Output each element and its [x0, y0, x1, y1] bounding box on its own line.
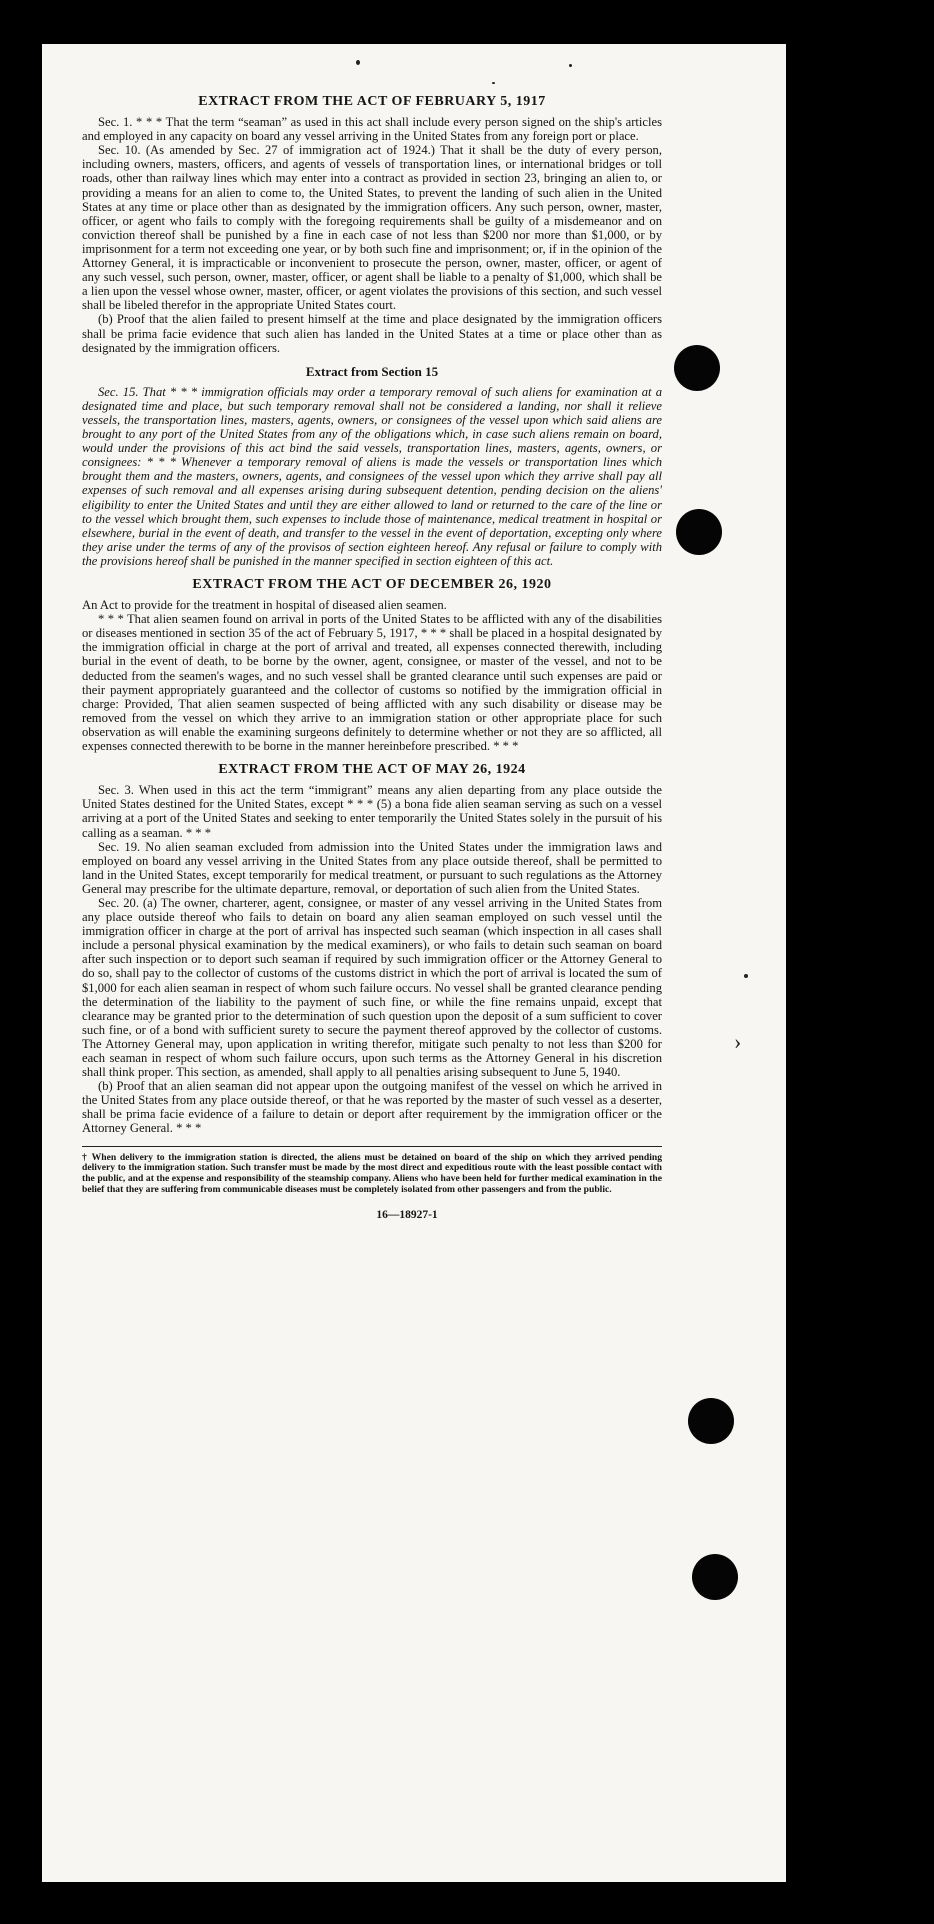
sec-20-text: Sec. 20. (a) The owner, charterer, agent, consignee, or master of any vessel arriving in the United States from any place outside thereof who fails to detain on board any alien seaman employed on such vessel until the immigration officer in charge at the port of arrival has inspected such seaman (which inspection in all cases shall include a personal physical examination by the medical examiners), or who fails to detain such seaman on board after such inspection or to deport such seaman if required by such immigration officer or the Attorney General to do so, shall pay to the collector of customs of the customs district in which the port of arrival is located the sum of $1,000 for each alien seaman in respect of whom such failure occurs. No vessel shall be granted clearance pending the determination of the liability to the payment of such fine, or while the fine remains unpaid, except that clearance may be granted prior to the determination of such question upon the deposit of a sum sufficient to cover such fine, or of a bond with sufficient surety to secure the payment thereof approved by the collector of customs. The Attorney General may, upon application in writing therefor, mitigate such penalty to not less than $200 for each seaman in respect of whom such failure occurs, upon such terms as the Attorney General in his discretion shall think proper. This section, as amended, shall apply to all penalties arising subsequent to June 5, 1940.: [82, 895, 662, 1080]
sec-1-text: Sec. 1. * * * That the term “seaman” as used in this act shall include every person signed on the ship's articles and employed in any capacity on board any vessel arriving in the United States from any foreign port or place.: [82, 115, 662, 144]
sec-15-text: Sec. 15. That * * * immigration officials may order a temporary removal of such aliens for examination at a designated time and place, but such temporary removal shall not be considered a landing, nor shall it relieve vessels, the transportation lines, masters, agents, owners, or consignees of the vessel upon which said aliens are brought to any port of the United States from any of the obligations which, in case such aliens remain on board, would under the provisions of this act bind the said vessels, transportation lines, masters, agents, owners, or consignees: * * * Whenever a temporary removal of aliens is made the vessels or transportation lines which brought them and the masters, owners, agents, and consignees of the vessel upon which they arrive shall pay all expenses of such removal and all expenses arising during subsequent detention, pending decision on the aliens' eligibility to enter the United States and until they are either allowed to land or returned to the care of the line or to the vessel which brought them, such expenses to include those of maintenance, medical treatment in hospital or elsewhere, burial in the event of death, and transfer to the vessel in the event of deportation, excepting only where they arise under the terms of any of the provisos of section eighteen hereof. Any refusal or failure to comply with the provisions hereof shall be punished in the manner specified in section eighteen of this act.: [82, 384, 662, 568]
act-1920-title: An Act to provide for the treatment in hospital of diseased alien seamen.: [82, 598, 447, 613]
footnote: † When delivery to the immigration station is directed, the aliens must be detained on board of the ship on which they arrived pending delivery to the immigration station. Such transfer must be made by the most direct and expeditious route with the least possible contact with the public, and at the expense and responsibility of the steamship company. Aliens who have been held for further medical examination in the belief that they are suffering from communicable diseases must be completely isolated from other passengers and from the public.: [82, 1151, 662, 1195]
act-1920-section: [82, 578, 662, 753]
heading-act-1917: EXTRACT FROM THE ACT OF FEBRUARY 5, 1917: [198, 94, 546, 109]
document-body: [82, 95, 662, 1222]
dust-speck: [569, 64, 572, 67]
heading-section-15: Extract from Section 15: [305, 363, 439, 379]
dust-speck: [356, 60, 360, 65]
sec-20b-text: (b) Proof that an alien seaman did not appear upon the outgoing manifest of the vessel on which he arrived in the United States from any place outside thereof, or that he was reported by the master of such vessel as a deserter, shall be prima facie evidence of a failure to detain or deport after requirement by the immigration officer or the Attorney General. * * *: [82, 1079, 662, 1136]
footnote-divider: [82, 1146, 662, 1147]
dust-speck: [744, 974, 748, 978]
act-1917-section: [82, 95, 662, 355]
act-1924-section: [82, 763, 662, 1135]
sec-19-text: Sec. 19. No alien seaman excluded from admission into the United States under the immigration laws and employed on board any vessel arriving in the United States from any place outside thereof, shall be permitted to land in the United States, except temporarily for medical treatment, or pursuant to such regulations as the Attorney General may prescribe for the ultimate departure, removal, or deportation of such alien from the United States.: [82, 839, 662, 896]
sec-10b-text: (b) Proof that the alien failed to present himself at the time and place designated by the immigration officers shall be prima facie evidence that such alien has landed in the United States at a time or place other than as designated by the immigration officers.: [82, 312, 662, 355]
punch-hole: [688, 1398, 734, 1444]
sec-3-text: Sec. 3. When used in this act the term “immigrant” means any alien departing from any place outside the United States destined for the United States, except * * * (5) a bona fide alien seaman serving as such on a vessel arriving at a port of the United States and seeking to enter temporarily the United States solely in the pursuit of his calling as a seaman. * * *: [82, 783, 662, 840]
heading-act-1920: EXTRACT FROM THE ACT OF DECEMBER 26, 1920: [192, 577, 552, 592]
document-number: 16—18927-1: [376, 1208, 438, 1221]
section-15-extract: [82, 365, 662, 568]
act-1920-text: * * * That alien seamen found on arrival in ports of the United States to be afflicted with any of the disabilities or diseases mentioned in section 35 of the act of February 5, 1917, * * * shall be placed in a hospital designated by the immigration official in charge at the port of arrival and treated, all expenses connected therewith, including burial in the event of death, to be borne by the owner, agent, consignee, or master of the vessel, and not to be deducted from the seamen's wages, and no such vessel shall be granted clearance until such expenses are paid or their payment appropriately guaranteed and the collector of customs so notified by the immigration official in charge: Provided, That alien seamen suspected of being afflicted with any such disability or disease may be removed from the vessel on which they arrive to an immigration station or other appropriate place for such observation as will enable the examining surgeons definitely to determine whether or not they are so afflicted, all expenses connected therewith to be borne in the manner hereinbefore prescribed. * * *: [82, 612, 662, 754]
punch-hole: [692, 1554, 738, 1600]
sec-10-text: Sec. 10. (As amended by Sec. 27 of immigration act of 1924.) That it shall be the duty of every person, including owners, masters, officers, and agents of vessels of transportation lines, or international bridges or toll roads, other than railway lines which may enter into a contract as provided in section 23, bringing an alien to, or providing a means for an alien to come to, the United States, to prevent the landing of such alien in the United States at any time or place other than as designated by the immigration officers. Any such person, owner, master, officer, or agent who fails to comply with the foregoing requirements shall be guilty of a misdemeanor and on conviction thereof shall be punished by a fine in each case of not less than $200 nor more than $1,000, or by imprisonment for a term not exceeding one year, or by both such fine and imprisonment; or, if in the opinion of the Attorney General, it is impracticable or inconvenient to prosecute the person, owner, master, officer, or agent of any such vessel, such person, owner, master, officer, or agent shall be liable to a penalty of $1,000, which shall be a lien upon the vessel whose owner, master, officer, or agent violates the provisions of this section, and such vessel shall be libeled therefor in the appropriate United States court.: [82, 143, 662, 313]
punch-hole: [676, 509, 722, 555]
dust-speck: [492, 82, 495, 84]
stray-mark: ›: [734, 1029, 742, 1054]
heading-act-1924: EXTRACT FROM THE ACT OF MAY 26, 1924: [218, 762, 526, 778]
punch-hole: [674, 345, 720, 391]
